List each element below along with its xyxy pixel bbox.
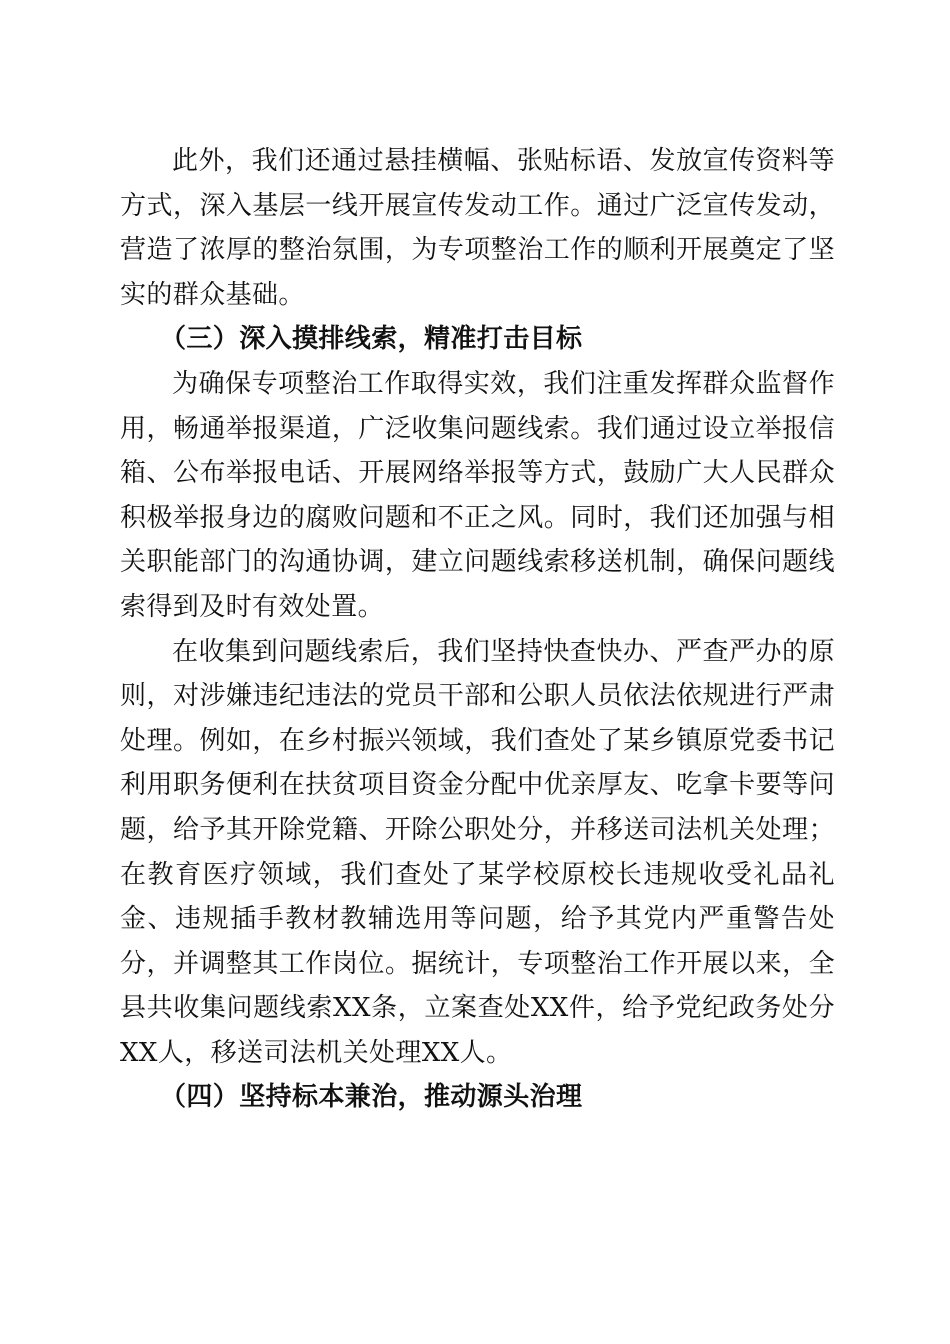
- paragraph-clue-collection: 为确保专项整治工作取得实效，我们注重发挥群众监督作用，畅通举报渠道，广泛收集问题线索。我们通过设立举报信箱、公布举报电话、开展网络举报等方式，鼓励广大人民群众积极举报身边的腐败问题和不正之风。同时，我们还加强与相关职能部门的沟通协调，建立问题线索移送机制，确保问题线索得到及时有效处置。: [120, 368, 835, 622]
- paragraph-case-handling: 在收集到问题线索后，我们坚持快查快办、严查严办的原则，对涉嫌违纪违法的党员干部和公职人员依法依规进行严肃处理。例如，在乡村振兴领域，我们查处了某乡镇原党委书记利用职务便利在扶贫项目资金分配中优亲厚友、吃拿卡要等问题，给予其开除党籍、开除公职处分，并移送司法机关处理；在教育医疗领域，我们查处了某学校原校长违规收受礼品礼金、违规插手教材教辅选用等问题，给予其党内严重警告处分，并调整其工作岗位。据统计，专项整治工作开展以来，全县共收集问题线索XX条，立案查处XX件，给予党纪政务处分XX人，移送司法机关处理XX人。: [120, 636, 835, 1068]
- paragraph-publicity: 此外，我们还通过悬挂横幅、张贴标语、发放宣传资料等方式，深入基层一线开展宣传发动工作。通过广泛宣传发动，营造了浓厚的整治氛围，为专项整治工作的顺利开展奠定了坚实的群众基础。: [120, 146, 835, 310]
- section-heading-3: （三）深入摸排线索，精准打击目标: [160, 324, 583, 355]
- document-page: [120, 139, 835, 1120]
- section-heading-4: （四）坚持标本兼治，推动源头治理: [160, 1082, 583, 1113]
